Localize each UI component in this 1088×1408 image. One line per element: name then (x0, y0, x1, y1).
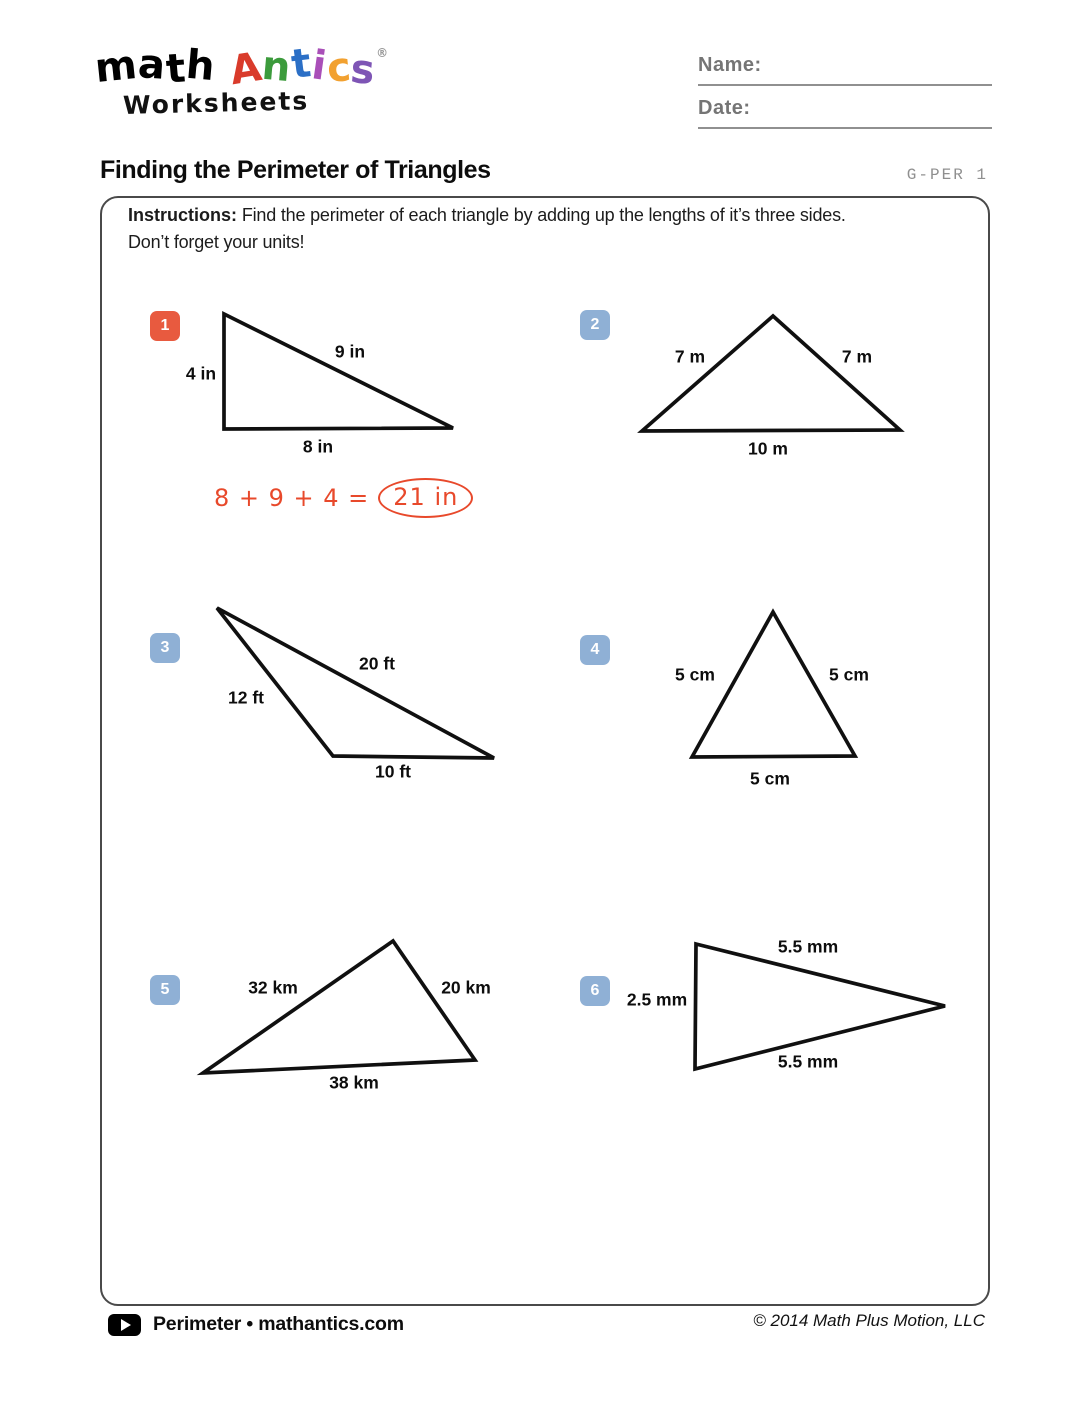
problem-2-badge: 2 (580, 310, 610, 340)
date-field (698, 97, 992, 129)
worksheet-code: G-PER 1 (906, 166, 988, 184)
problem-1-badge: 1 (150, 311, 180, 341)
problem-1-side-label: 9 in (334, 341, 366, 362)
answer-row (214, 478, 473, 518)
logo-letter: t (163, 45, 188, 93)
math-antics-logo (92, 39, 390, 121)
logo-letter: t (288, 39, 315, 89)
problem-5-triangle (195, 933, 483, 1081)
problem-3-side-label: 12 ft (228, 687, 264, 708)
problem-5-side-label: 32 km (248, 977, 298, 998)
problem-4-side-label: 5 cm (750, 768, 790, 789)
instructions-label: Instructions: (128, 205, 238, 225)
problem-6-side-label: 5.5 mm (777, 1051, 839, 1072)
date-label: Date: (698, 97, 751, 119)
answer-result: 21 in (393, 483, 459, 511)
play-icon (108, 1314, 141, 1336)
problem-2-side-label: 7 m (841, 346, 873, 367)
name-label: Name: (698, 54, 762, 76)
problem-6-side-label: 2.5 mm (626, 989, 688, 1010)
problem-2-triangle (634, 308, 908, 439)
answer-circled-result (378, 478, 473, 518)
problem-3-triangle (209, 600, 502, 766)
problem-6-badge: 6 (580, 976, 610, 1006)
problem-2-side-label: 7 m (674, 346, 706, 367)
logo-letter: a (136, 41, 168, 89)
registered-trademark-symbol: ® (376, 46, 390, 60)
instructions (128, 202, 918, 256)
footer-copyright: © 2014 Math Plus Motion, LLC (753, 1311, 985, 1330)
page-title: Finding the Perimeter of Triangles (100, 156, 491, 184)
logo-letter: c (324, 44, 354, 92)
problem-1-triangle (216, 306, 461, 437)
problem-3-side-label: 20 ft (359, 653, 395, 674)
problem-4-side-label: 5 cm (675, 664, 715, 685)
problem-1-side-label: 4 in (185, 363, 217, 384)
problem-3-side-label: 10 ft (375, 761, 411, 782)
logo-wordmark (92, 39, 390, 95)
problem-4-side-label: 5 cm (829, 664, 869, 685)
problem-2-side-label: 10 m (748, 438, 788, 459)
problem-5-badge: 5 (150, 975, 180, 1005)
name-field (698, 54, 992, 86)
problem-5-side-label: 20 km (441, 977, 491, 998)
logo-letter: A (227, 43, 266, 95)
logo-word-antics (227, 39, 378, 95)
logo-letter: h (183, 41, 218, 91)
problem-3-badge: 3 (150, 633, 180, 663)
instructions-line1: Find the perimeter of each triangle by adding up the lengths of it’s three sides. (241, 205, 846, 225)
play-triangle-glyph (121, 1319, 131, 1331)
instructions-line2: Don’t forget your units! (128, 232, 305, 252)
problem-5-side-label: 38 km (329, 1072, 379, 1093)
logo-letter: m (92, 41, 140, 93)
logo-letter: n (260, 42, 294, 92)
logo-worksheets-subtitle: Worksheets (122, 86, 310, 121)
logo-letter: s (349, 45, 378, 94)
footer-topic-and-site: Perimeter • mathantics.com (153, 1313, 404, 1335)
footer-left (108, 1313, 404, 1336)
problem-1-side-label: 8 in (302, 436, 334, 457)
problem-6-side-label: 5.5 mm (777, 936, 839, 957)
answer-expression: 8 + 9 + 4 = (214, 484, 370, 512)
logo-letter: i (308, 42, 330, 90)
problem-4-badge: 4 (580, 635, 610, 665)
logo-word-math (92, 41, 218, 93)
